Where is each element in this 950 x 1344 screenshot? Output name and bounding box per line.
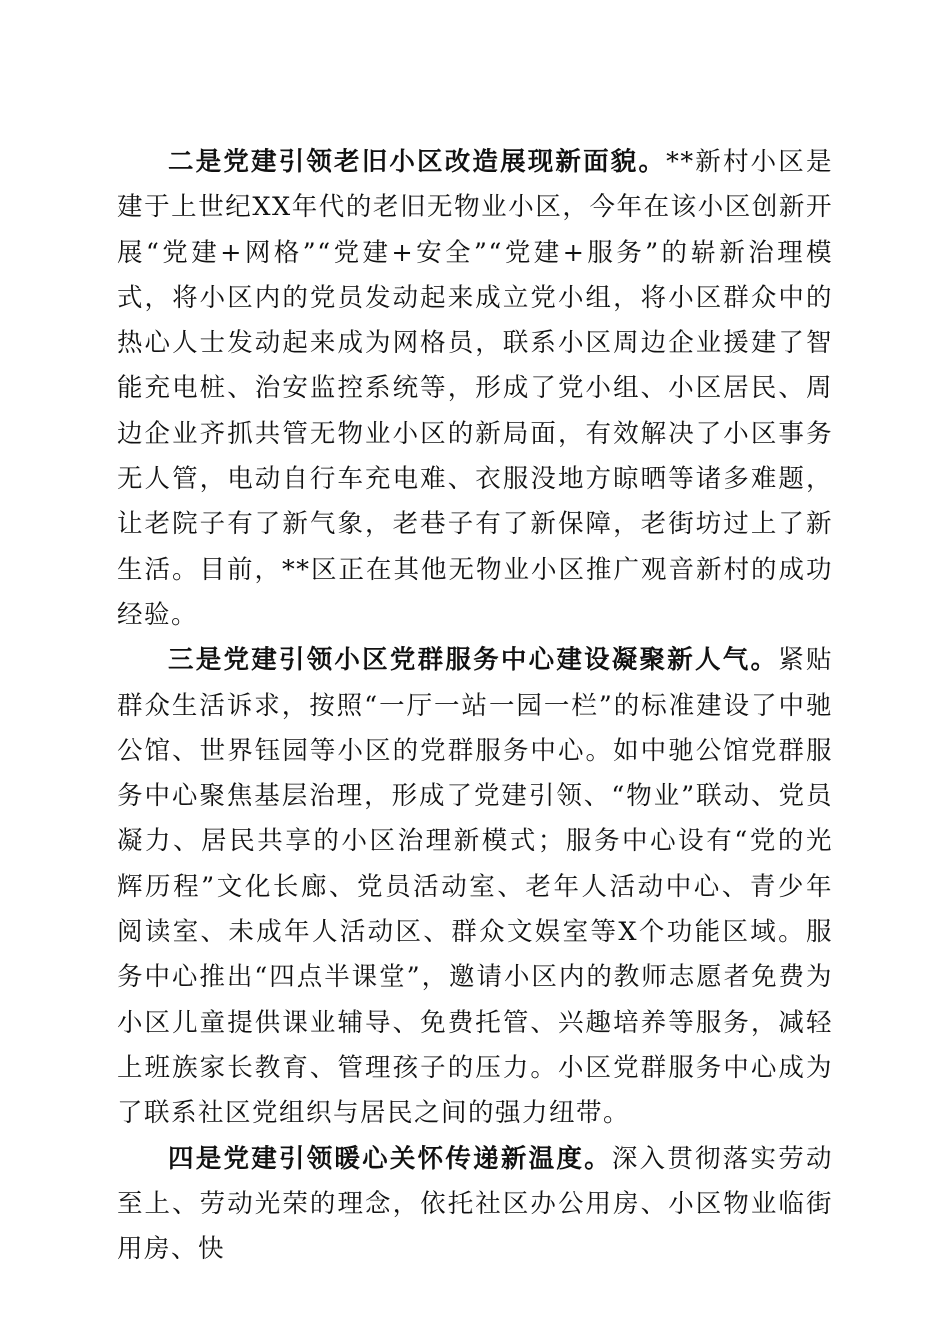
paragraph-4: [117, 1137, 833, 1273]
paragraph-text: **新村小区是建于上世纪XX年代的老旧无物业小区，今年在该小区创新开展“党建+网格”“党建+安全”“党建+服务”的崭新治理模式，将小区内的党员发动起来成立党小组，将小区群众中的热心人士发动起来成为网格员，联系小区周边企业援建了智能充电桩、治安监控系统等，形成了党小组、小区居民、周边企业齐抓共管无物业小区的新局面，有效解决了小区事务无人管，电动自行车充电难、衣服没地方晾晒等诸多难题，让老院子有了新气象，老巷子有了新保障，老街坊过上了新生活。目前，**区正在其他无物业小区推广观音新村的成功经验。: [117, 147, 833, 630]
paragraph-lead: 二是党建引领老旧小区改造展现新面貌。: [168, 147, 667, 177]
paragraph-lead: 四是党建引领暖心关怀传递新温度。: [168, 1143, 612, 1174]
paragraph-text: 深入贯彻落实劳动至上、劳动光荣的理念，依托社区办公用房、小区物业临街用房、快: [117, 1143, 833, 1265]
paragraph-3: [117, 638, 833, 1136]
paragraph-text: 紧贴群众生活诉求，按照“一厅一站一园一栏”的标准建设了中驰公馆、世界钰园等小区的党群服务中心。如中驰公馆党群服务中心聚焦基层治理，形成了党建引领、“物业”联动、党员凝力、居民共享的小区治理新模式；服务中心设有“党的光辉历程”文化长廊、党员活动室、老年人活动中心、青少年阅读室、未成年人活动区、群众文娱室等X个功能区域。服务中心推出“四点半课堂”，邀请小区内的教师志愿者免费为小区儿童提供课业辅导、免费托管、兴趣培养等服务，减轻上班族家长教育、管理孩子的压力。小区党群服务中心成为了联系社区党组织与居民之间的强力纽带。: [117, 645, 833, 1129]
paragraph-2: [117, 140, 833, 638]
document-body: [117, 140, 833, 1272]
paragraph-lead: 三是党建引领小区党群服务中心建设凝聚新人气。: [168, 645, 779, 676]
